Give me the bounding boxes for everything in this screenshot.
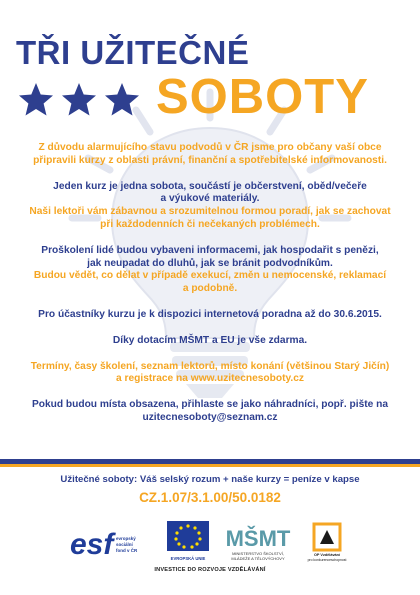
svg-text:EVROPSKÁ UNIE: EVROPSKÁ UNIE: [170, 556, 206, 561]
svg-text:MLÁDEŽE A TĚLOVÝCHOVY: MLÁDEŽE A TĚLOVÝCHOVY: [231, 556, 285, 561]
svg-text:pro konkurenceschopnost: pro konkurenceschopnost: [307, 558, 347, 562]
trained-people-paragraph: Proškolení lidé budou vybaveni informacemi, jak hospodařit s penězi, jak neupadat do dluhů, jak se bránit podvodníkům.: [41, 244, 379, 269]
op-vk-logo: [308, 524, 347, 562]
email-link[interactable]: uzitecnesoboty@seznam.cz: [142, 411, 278, 423]
substitutes-paragraph: Pokud budou místa obsazena, přihlaste se jako náhradníci, popř. pište na uzitecnesoboty@seznam.cz: [31, 399, 389, 423]
title-line-2: SOBOTY: [156, 70, 369, 124]
three-stars-icon: [16, 80, 146, 120]
svg-text:evropský: evropský: [116, 536, 136, 541]
svg-text:OP Vzdělávání: OP Vzdělávání: [313, 553, 341, 557]
lecturers-paragraph: Naši lektoři vám zábavnou a srozumitelnou formou poradí, jak se zachovat při každodenních či nečekaných problémech.: [29, 206, 391, 230]
knowledge-paragraph: Budou vědět, co dělat v případě exekucí, změn u nemocenské, reklamací a podobně.: [33, 270, 387, 295]
footer-divider-orange: [0, 464, 420, 467]
body-text: [14, 142, 406, 425]
registration-paragraph: Termíny, časy školení, seznam lektorů, místo konání (většinou Starý Jičín) a registrace na www.uzitecnesoboty.cz: [30, 360, 390, 385]
title-line-1: TŘI UŽITEČNÉ: [16, 34, 250, 71]
svg-text:esf: esf: [70, 528, 114, 561]
course-paragraph: Jeden kurz je jedna sobota, součástí je občerstvení, oběd/večeře a výukové materiály.: [53, 180, 367, 205]
esf-logo: [70, 528, 138, 561]
tagline: Užitečné soboty: Váš selský rozum + naše kurzy = peníze v kapse: [60, 474, 360, 485]
msmt-logo: [226, 526, 291, 561]
svg-text:sociální: sociální: [116, 542, 133, 547]
project-code: CZ.1.07/3.1.00/50.0182: [139, 490, 281, 505]
eu-flag-logo: [167, 521, 209, 561]
registration-link[interactable]: a registrace na www.uzitecnesoboty.cz: [116, 373, 304, 385]
online-advice-paragraph: Pro účastníky kurzu je k dispozici internetová poradna až do 30.6.2015.: [38, 308, 382, 320]
svg-text:fond v ČR: fond v ČR: [116, 548, 138, 553]
svg-text:MINISTERSTVO ŠKOLSTVÍ,: MINISTERSTVO ŠKOLSTVÍ,: [232, 551, 284, 556]
free-of-charge-paragraph: Díky dotacím MŠMT a EU je vše zdarma.: [112, 334, 308, 346]
investment-slogan: INVESTICE DO ROZVOJE VZDĚLÁVÁNÍ: [154, 567, 266, 573]
svg-text:MŠMT: MŠMT: [225, 526, 291, 551]
intro-paragraph: Z důvodu alarmujícího stavu podvodů v ČR jsme pro občany vaší obce připravili kurzy z oblasti právní, finanční a spotřebitelské informovanosti.: [33, 142, 387, 166]
